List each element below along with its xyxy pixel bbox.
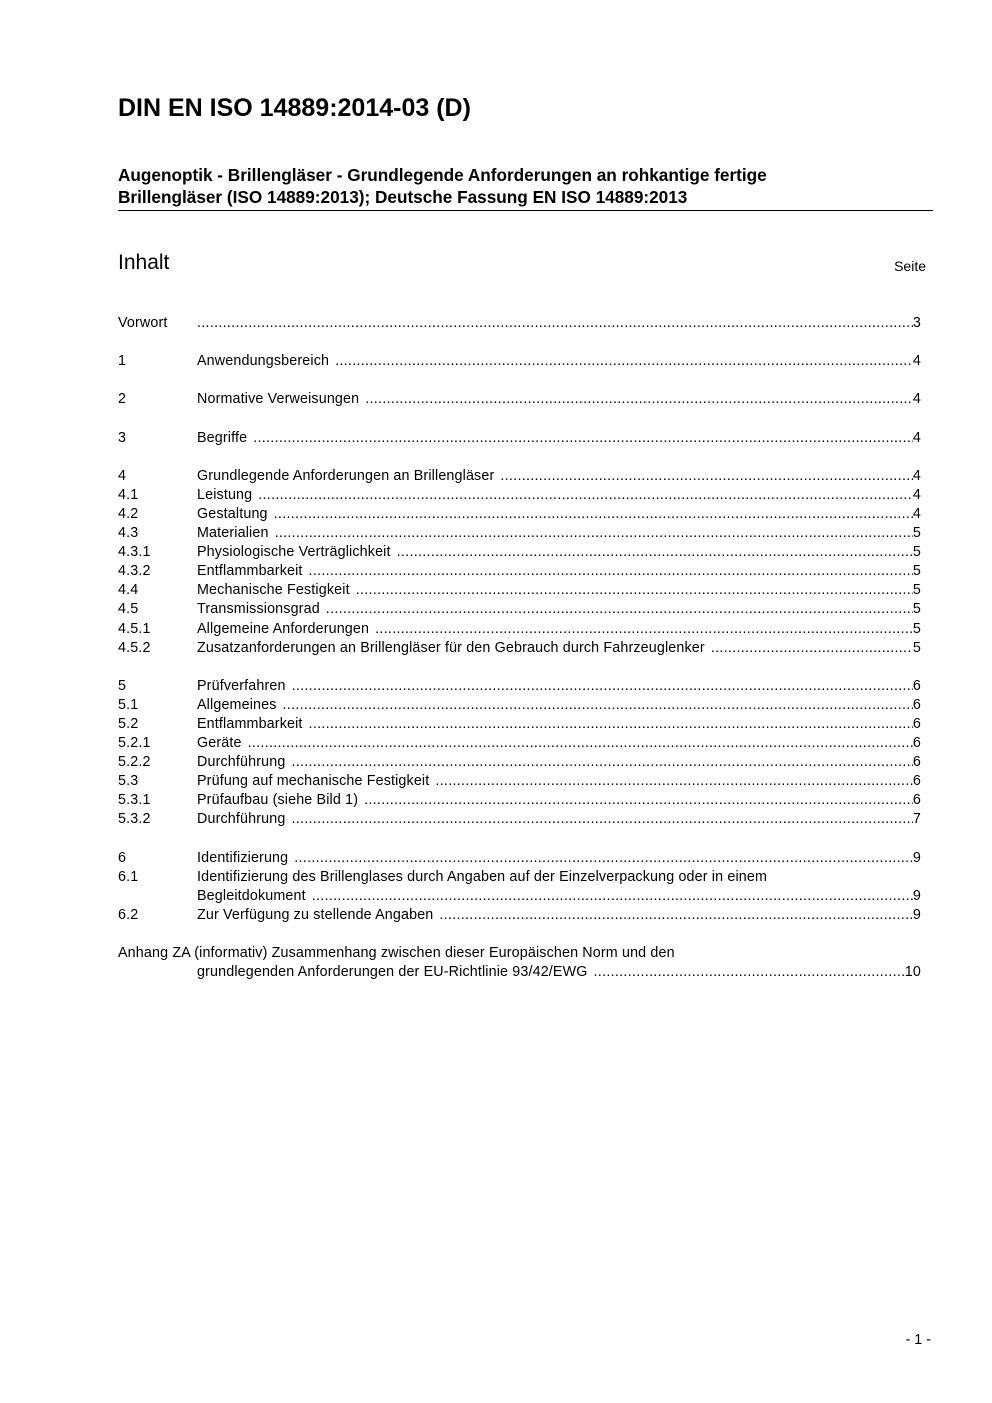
toc-entry-title: Materialien xyxy=(197,525,269,542)
toc-entry-number: 5 xyxy=(118,677,127,694)
toc-entry-number: 5.3 xyxy=(118,773,139,790)
toc-entry-number: 5.2 xyxy=(118,715,139,732)
toc-entry-title: Normative Verweisungen xyxy=(197,391,360,408)
toc-entry-title: Grundlegende Anforderungen an Brillengläser xyxy=(197,467,495,484)
toc-entry[interactable] xyxy=(118,715,921,734)
toc-entry-number: 4 xyxy=(118,467,127,484)
toc-entry-page: 6 xyxy=(912,792,921,809)
toc-entry-number: 6.2 xyxy=(118,906,139,923)
toc-entry-number: 2 xyxy=(118,391,127,408)
toc-entry-title: Mechanische Festigkeit xyxy=(197,582,350,599)
toc-entry-page: 4 xyxy=(912,391,921,408)
toc-entry-title: Leistung xyxy=(197,486,253,503)
toc-entry[interactable] xyxy=(118,639,921,658)
toc-entry-title: Prüfaufbau (siehe Bild 1) xyxy=(197,792,359,809)
toc-entry-page: 10 xyxy=(904,964,921,981)
toc-entry-annex[interactable] xyxy=(118,944,921,963)
toc-entry-page: 5 xyxy=(912,639,921,656)
toc-entry-page: 9 xyxy=(912,887,921,904)
subtitle-line-1: Augenoptik - Brillengläser - Grundlegende Anforderungen an rohkantige fertige xyxy=(118,165,767,185)
toc-entry-number: 5.1 xyxy=(118,696,139,713)
toc-entry-title: Anwendungsbereich xyxy=(197,353,330,370)
toc-entry-title: Entflammbarkeit xyxy=(197,563,303,580)
toc-entry[interactable] xyxy=(118,562,921,581)
toc-annex-title-continued: grundlegenden Anforderungen der EU-Richtlinie 93/42/EWG xyxy=(197,964,588,981)
toc-entry[interactable] xyxy=(118,429,921,448)
toc-leader xyxy=(253,429,913,448)
toc-entry[interactable] xyxy=(118,543,921,562)
toc-entry-page: 6 xyxy=(912,773,921,790)
toc-entry-number: 4.5.1 xyxy=(118,620,151,637)
toc-entry-title: Transmissionsgrad xyxy=(197,601,320,618)
toc-entry[interactable] xyxy=(118,696,921,715)
toc-entry-number: 5.2.1 xyxy=(118,735,151,752)
toc-leader xyxy=(309,562,913,581)
toc-entry[interactable] xyxy=(118,753,921,772)
title-rule xyxy=(118,210,933,211)
toc-leader xyxy=(275,524,913,543)
toc-entry-number: 4.3 xyxy=(118,525,139,542)
toc-entry-number: 5.3.2 xyxy=(118,811,151,828)
table-of-contents xyxy=(118,314,921,982)
toc-entry-number: 4.5.2 xyxy=(118,639,151,656)
toc-entry-number: 3 xyxy=(118,429,127,446)
toc-leader xyxy=(335,352,913,371)
toc-entry-continuation[interactable] xyxy=(118,887,921,906)
toc-leader xyxy=(365,390,913,409)
toc-entry[interactable] xyxy=(118,505,921,524)
toc-entry-number: 4.2 xyxy=(118,505,139,522)
toc-leader xyxy=(356,581,913,600)
toc-leader xyxy=(248,734,913,753)
toc-entry-page: 6 xyxy=(912,754,921,771)
toc-entry-page: 9 xyxy=(912,849,921,866)
toc-entry[interactable] xyxy=(118,734,921,753)
toc-entry-page: 5 xyxy=(912,525,921,542)
toc-entry-title: Identifizierung xyxy=(197,849,289,866)
toc-entry[interactable] xyxy=(118,772,921,791)
toc-leader xyxy=(258,486,913,505)
toc-entry-page: 6 xyxy=(912,715,921,732)
toc-leader xyxy=(594,963,905,982)
toc-leader xyxy=(711,639,913,658)
toc-entry-page: 5 xyxy=(912,563,921,580)
toc-entry-page: 4 xyxy=(912,505,921,522)
toc-entry-title: Prüfung auf mechanische Festigkeit xyxy=(197,773,430,790)
toc-leader xyxy=(375,620,913,639)
toc-entry-number: 5.2.2 xyxy=(118,754,151,771)
toc-entry[interactable] xyxy=(118,467,921,486)
toc-entry-number: 4.3.2 xyxy=(118,563,151,580)
toc-entry-title-continued: Begleitdokument xyxy=(197,887,306,904)
toc-entry-page: 5 xyxy=(912,544,921,561)
toc-entry-page: 6 xyxy=(912,677,921,694)
toc-entry-number: 6 xyxy=(118,849,127,866)
toc-entry-page: 4 xyxy=(912,429,921,446)
toc-entry-title: Vorwort xyxy=(118,315,168,331)
toc-entry[interactable] xyxy=(118,600,921,619)
toc-entry[interactable] xyxy=(118,524,921,543)
toc-entry-page: 4 xyxy=(912,353,921,370)
toc-entry[interactable] xyxy=(118,486,921,505)
toc-leader xyxy=(397,543,913,562)
toc-entry-title: Gestaltung xyxy=(197,505,268,522)
toc-entry-number: 4.5 xyxy=(118,601,139,618)
toc-entry[interactable] xyxy=(118,810,921,829)
toc-entry-page: 7 xyxy=(912,811,921,828)
toc-leader xyxy=(197,314,913,333)
toc-entry-title: Allgemeines xyxy=(197,696,277,713)
toc-entry[interactable] xyxy=(118,677,921,696)
page-number: - 1 - xyxy=(905,1332,931,1348)
toc-entry[interactable] xyxy=(118,906,921,925)
toc-leader xyxy=(439,906,912,925)
toc-entry[interactable] xyxy=(118,868,921,887)
toc-entry-number: 4.1 xyxy=(118,486,139,503)
toc-entry-title: Physiologische Verträglichkeit xyxy=(197,544,391,561)
toc-entry-page: 5 xyxy=(912,582,921,599)
subtitle-line-2: Brillengläser (ISO 14889:2013); Deutsche Fassung EN ISO 14889:2013 xyxy=(118,187,688,207)
toc-entry-annex-continuation[interactable] xyxy=(118,963,921,982)
toc-entry-page: 6 xyxy=(912,696,921,713)
toc-entry-page: 6 xyxy=(912,735,921,752)
toc-entry-title: Allgemeine Anforderungen xyxy=(197,620,370,637)
toc-leader xyxy=(283,696,913,715)
toc-leader xyxy=(291,753,912,772)
toc-entry[interactable] xyxy=(118,581,921,600)
toc-leader xyxy=(291,810,912,829)
document-subtitle xyxy=(118,164,933,208)
toc-entry[interactable] xyxy=(118,390,921,409)
toc-entry-title: Zusatzanforderungen an Brillengläser für den Gebrauch durch Fahrzeuglenker xyxy=(197,639,705,656)
toc-entry-title: Prüfverfahren xyxy=(197,677,286,694)
toc-entry-title: Begriffe xyxy=(197,429,248,446)
toc-entry-number: 6.1 xyxy=(118,868,139,885)
toc-entry[interactable] xyxy=(118,849,921,868)
toc-entry-page: 5 xyxy=(912,620,921,637)
toc-leader xyxy=(312,887,913,906)
toc-entry-vorwort[interactable] xyxy=(118,314,921,333)
toc-entry-title: Entflammbarkeit xyxy=(197,715,303,732)
toc-heading: Inhalt xyxy=(118,251,170,274)
toc-entry-number: 5.3.1 xyxy=(118,792,151,809)
toc-page-label: Seite xyxy=(894,258,926,274)
toc-entry[interactable] xyxy=(118,791,921,810)
toc-entry[interactable] xyxy=(118,352,921,371)
document-id: DIN EN ISO 14889:2014-03 (D) xyxy=(118,94,471,122)
toc-entry-page: 4 xyxy=(912,486,921,503)
toc-entry[interactable] xyxy=(118,620,921,639)
toc-leader xyxy=(500,467,913,486)
toc-leader xyxy=(294,849,913,868)
toc-entry-page: 4 xyxy=(912,467,921,484)
toc-entry-page: 3 xyxy=(912,315,921,331)
toc-entry-page: 9 xyxy=(912,906,921,923)
toc-leader xyxy=(326,600,913,619)
toc-annex-title: Anhang ZA (informativ) Zusammenhang zwischen dieser Europäischen Norm und den xyxy=(118,945,675,962)
toc-entry-title: Geräte xyxy=(197,735,242,752)
toc-leader xyxy=(274,505,913,524)
toc-entry-title: Zur Verfügung zu stellende Angaben xyxy=(197,906,434,923)
toc-leader xyxy=(292,677,913,696)
toc-entry-title: Durchführung xyxy=(197,754,286,771)
toc-entry-number: 4.4 xyxy=(118,582,139,599)
toc-leader xyxy=(364,791,913,810)
toc-entry-page: 5 xyxy=(912,601,921,618)
toc-entry-title: Identifizierung des Brillenglases durch Angaben auf der Einzelverpackung oder in einem xyxy=(197,868,768,885)
toc-leader xyxy=(309,715,913,734)
toc-entry-number: 1 xyxy=(118,353,127,370)
toc-leader xyxy=(435,772,913,791)
toc-entry-title: Durchführung xyxy=(197,811,286,828)
toc-entry-number: 4.3.1 xyxy=(118,544,151,561)
